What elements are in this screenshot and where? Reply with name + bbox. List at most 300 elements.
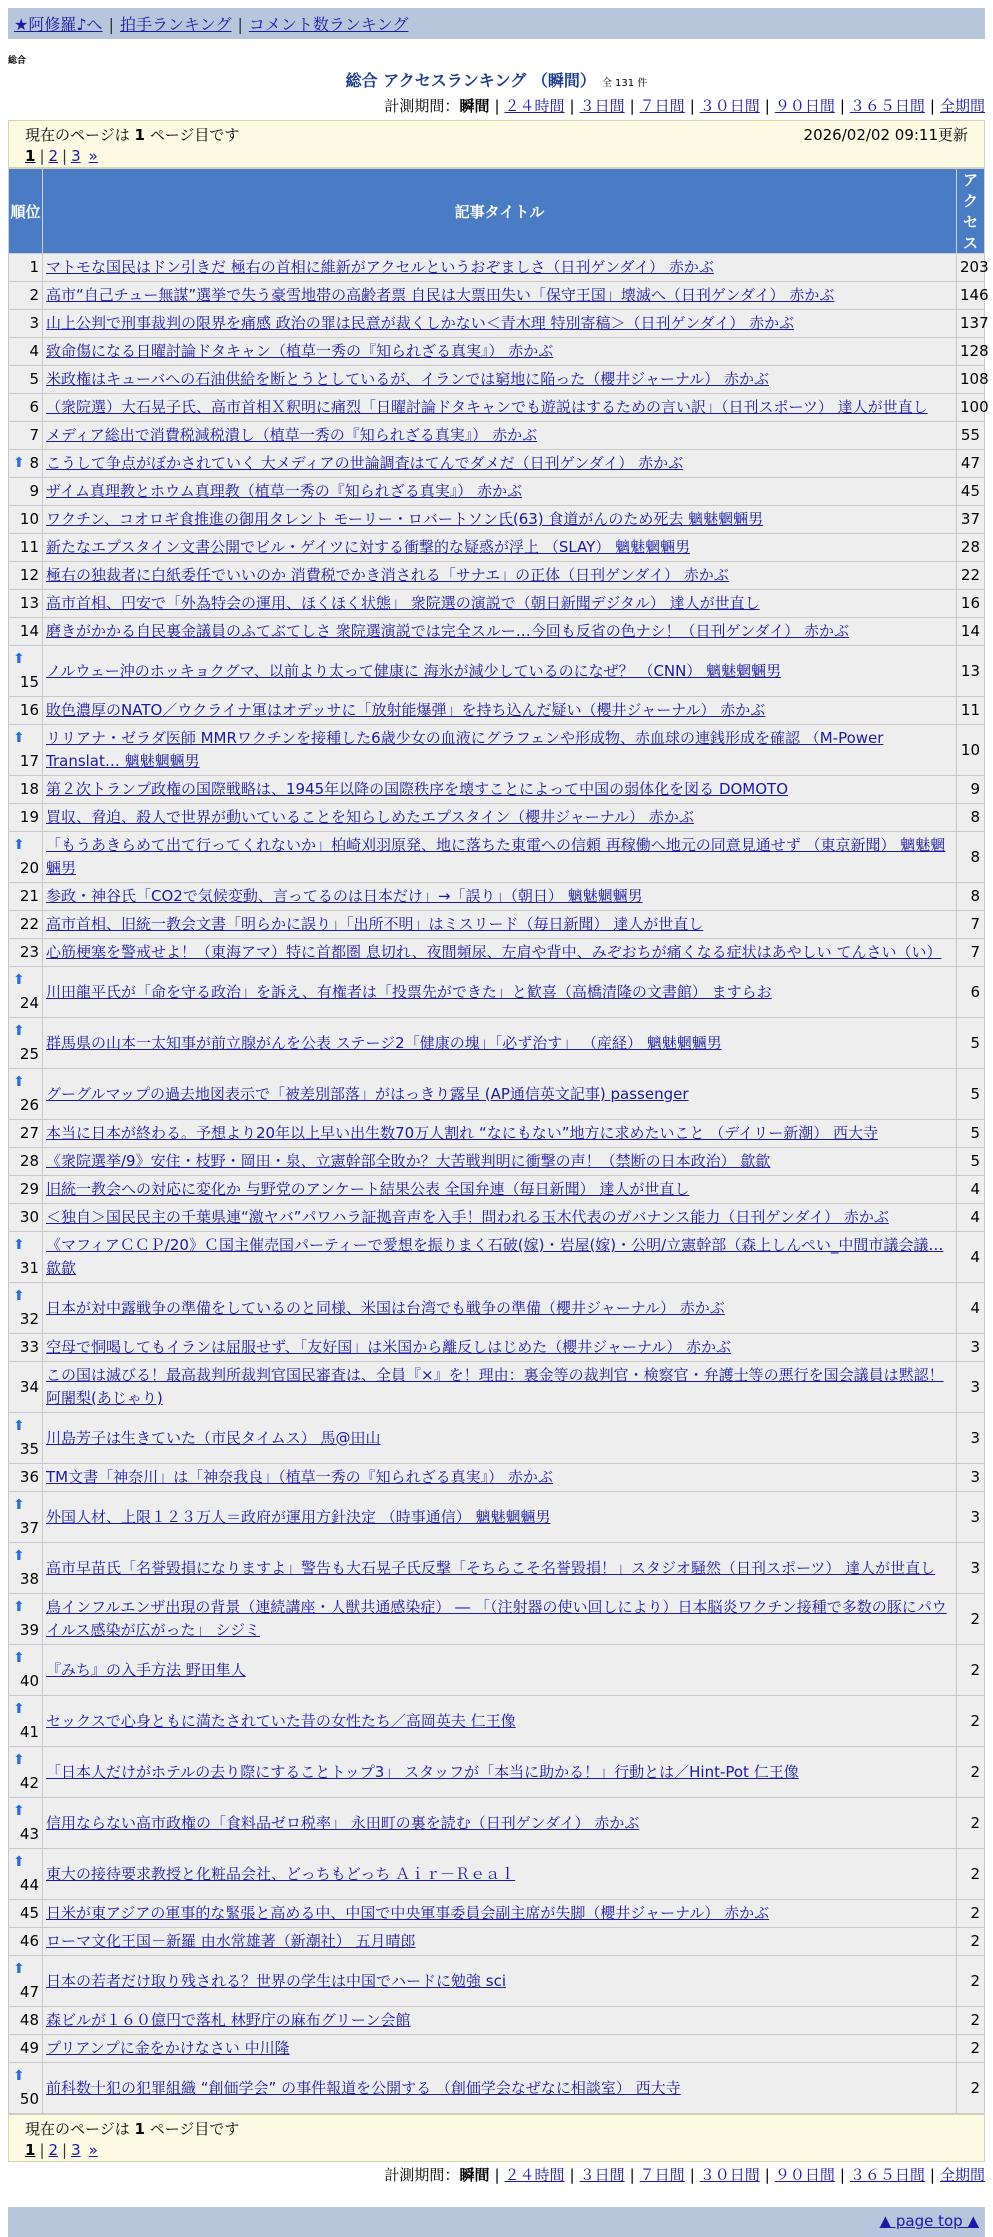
rank-number: 10 — [19, 510, 39, 528]
pager-top — [8, 120, 985, 168]
access-count: 2 — [957, 1594, 985, 1645]
title-cell — [43, 618, 957, 646]
rank-cell — [9, 450, 43, 478]
access-count: 3 — [957, 1362, 985, 1413]
access-count: 2 — [957, 1747, 985, 1798]
period-separator: | — [839, 2166, 845, 2184]
period-separator: | — [689, 97, 695, 115]
article-link[interactable]: プリアンプに金をかけなさい 中川隆 — [46, 2039, 290, 2057]
period-separator: | — [689, 2166, 695, 2184]
rank-number: 8 — [29, 454, 39, 472]
access-count: 8 — [957, 832, 985, 883]
title-cell — [43, 1232, 957, 1283]
article-link[interactable]: 日本が対中露戦争の準備をしているのと同様、米国は台湾でも戦争の準備（櫻井ジャーナル） 赤かぶ — [46, 1298, 725, 1317]
table-row — [9, 1594, 985, 1645]
rank-number: 27 — [19, 1124, 39, 1142]
rank-cell — [9, 1018, 43, 1069]
rank-cell — [9, 1413, 43, 1464]
rank-number: 32 — [19, 1310, 39, 1328]
title-cell — [43, 1956, 957, 2007]
article-link[interactable]: ワクチン、コオロギ食推進の御用タレント モーリー・ロバートソン氏(63) 食道がんのため死去 魑魅魍魎男 — [46, 510, 764, 528]
table-row — [9, 1798, 985, 1849]
article-link[interactable]: 新たなエプスタイン文書公開でビル・ゲイツに対する衝撃的な疑惑が浮上 （SLAY） 魑魅魍魎男 — [46, 538, 691, 556]
title-cell — [43, 2007, 957, 2035]
article-link[interactable]: こうして争点がぼかされていく 大メディアの世論調査はてんでダメだ（日刊ゲンダイ） 赤かぶ — [46, 454, 684, 472]
title-cell — [43, 1464, 957, 1492]
table-row — [9, 832, 985, 883]
rank-number: 12 — [19, 566, 39, 584]
page-top-link[interactable]: ▲ page top ▲ — [879, 2212, 979, 2230]
table-row — [9, 1204, 985, 1232]
title-cell — [43, 832, 957, 883]
title-cell — [43, 366, 957, 394]
period-link[interactable]: ２４時間 — [504, 2166, 565, 2184]
up-arrow-icon: ⬆ — [13, 837, 25, 853]
title-cell — [43, 254, 957, 282]
access-count: 8 — [957, 883, 985, 911]
access-count: 13 — [957, 646, 985, 697]
article-link[interactable]: ＜独自＞国民民主の千葉県連“激ヤバ”パワハラ証拠音声を入手！問われる玉木代表のガバナンス能力（日刊ゲンダイ） 赤かぶ — [46, 1208, 889, 1226]
title-cell — [43, 725, 957, 776]
period-link[interactable]: ９０日間 — [774, 2166, 835, 2184]
rank-cell — [9, 394, 43, 422]
access-count: 3 — [957, 1464, 985, 1492]
access-count: 47 — [957, 450, 985, 478]
rank-cell — [9, 1900, 43, 1928]
access-count: 2 — [957, 1696, 985, 1747]
rank-number: 37 — [19, 1519, 39, 1537]
period-separator: | — [629, 2166, 635, 2184]
rank-cell — [9, 1362, 43, 1413]
table-row — [9, 1334, 985, 1362]
article-link[interactable]: 外国人材、上限１２３万人＝政府が運用方針決定 （時事通信） 魑魅魍魎男 — [46, 1507, 551, 1526]
table-row — [9, 310, 985, 338]
up-arrow-icon: ⬆ — [13, 1961, 25, 1977]
article-link[interactable]: ノルウェー沖のホッキョクグマ、以前より太って健康に 海氷が減少しているのになぜ？ （CNN） 魑魅魍魎男 — [46, 661, 782, 680]
rank-number: 20 — [19, 859, 39, 877]
up-arrow-icon: ⬆ — [13, 972, 25, 988]
period-link[interactable]: 全期間 — [939, 97, 985, 115]
period-separator: | — [569, 2166, 575, 2184]
article-link[interactable]: 《衆院選挙/9》安住・枝野・岡田・泉、立憲幹部全敗か？大苦戦判明に衝撃の声！（禁断の日本政治） 歙歙 — [46, 1152, 771, 1170]
rank-cell — [9, 338, 43, 366]
up-arrow-icon: ⬆ — [13, 1023, 25, 1039]
title-cell — [43, 562, 957, 590]
access-count: 3 — [957, 1492, 985, 1543]
article-link[interactable]: この国は滅びる！最高裁判所裁判官国民審査は、全員『×』を！理由：裏金等の裁判官・検察官・弁護士等の悪行を国会議員は黙認！ 阿闍梨(あじゃり) — [46, 1366, 944, 1407]
rank-number: 23 — [19, 943, 39, 961]
page-separator: | — [39, 2141, 45, 2159]
access-count: 45 — [957, 478, 985, 506]
article-link[interactable]: 本当に日本が終わる。予想より20年以上早い出生数70万人割れ “なにもない”地方に求めたいこと （デイリー新潮） 西大寺 — [46, 1124, 878, 1142]
rank-cell — [9, 282, 43, 310]
table-row — [9, 1956, 985, 2007]
table-row — [9, 1645, 985, 1696]
page-current: 1 — [25, 147, 36, 165]
rank-cell — [9, 1283, 43, 1334]
rank-number: 4 — [29, 342, 39, 360]
article-link[interactable]: （衆院選）大石晃子氏、高市首相Ｘ釈明に痛烈「日曜討論ドタキャンでも遊説はするための言い訳」（日刊スポーツ） 達人が世直し — [46, 398, 928, 416]
rank-number: 29 — [19, 1180, 39, 1198]
article-link[interactable]: 参政・神谷氏「CO2で気候変動、言ってるのは日本だけ」→「誤り」（朝日） 魑魅魍魎男 — [46, 887, 643, 905]
access-count: 137 — [957, 310, 985, 338]
article-link[interactable]: リリアナ・ゼラダ医師 MMRワクチンを接種した6歳少女の血液にグラフェンや形成物、赤血球の連銭形成を確認 （M-Power Translat… 魑魅魍魎男 — [46, 729, 884, 770]
article-link[interactable]: 高市首相、円安で「外為特会の運用、ほくほく状態」 衆院選の演説で（朝日新聞デジタル） 達人が世直し — [46, 594, 760, 612]
rank-number: 41 — [19, 1723, 39, 1741]
rank-cell — [9, 697, 43, 725]
nav-separator: | — [237, 15, 243, 34]
rank-cell — [9, 911, 43, 939]
article-link[interactable]: 前科数十犯の犯罪組織 “創価学会” の事件報道を公開する （創価学会なぜなに相談室） 西大寺 — [46, 2078, 681, 2097]
article-link[interactable]: マトモな国民はドン引きだ 極右の首相に維新がアクセルというおぞましさ（日刊ゲンダイ） 赤かぶ — [46, 258, 714, 276]
nav-separator: | — [108, 15, 114, 34]
title-cell — [43, 282, 957, 310]
title-cell — [43, 697, 957, 725]
rank-cell — [9, 776, 43, 804]
rank-cell — [9, 1849, 43, 1900]
title-cell — [43, 1283, 957, 1334]
rank-cell — [9, 725, 43, 776]
title-cell — [43, 310, 957, 338]
up-arrow-icon: ⬆ — [13, 1650, 25, 1666]
article-link[interactable]: 川田龍平氏が「命を守る政治」を訴え、有権者は「投票先ができた」と歓喜（高橋清隆の文書館） ますらお — [46, 982, 772, 1001]
rank-number: 30 — [19, 1208, 39, 1226]
article-link[interactable]: ザイム真理教とホウム真理教（植草一秀の『知られざる真実』） 赤かぶ — [46, 482, 523, 500]
table-row — [9, 697, 985, 725]
rank-cell — [9, 366, 43, 394]
rank-cell — [9, 590, 43, 618]
period-link[interactable]: ９０日間 — [774, 97, 835, 115]
rank-cell — [9, 1069, 43, 1120]
article-link[interactable]: 高市首相、旧統一教会文書「明らかに誤り」「出所不明」はミスリード（毎日新聞） 達人が世直し — [46, 915, 704, 933]
article-link[interactable]: 高市早苗氏「名誉毀損になりますよ」警告も大石晃子氏反撃「そちらこそ名誉毀損！」スタジオ騒然（日刊スポーツ） 達人が世直し — [46, 1558, 936, 1577]
next-page-link[interactable]: » — [88, 147, 98, 165]
rank-number: 26 — [19, 1096, 39, 1114]
access-count: 9 — [957, 776, 985, 804]
rank-cell — [9, 2063, 43, 2114]
title-cell — [43, 1928, 957, 1956]
rank-number: 36 — [19, 1468, 39, 1486]
rank-number: 43 — [19, 1825, 39, 1843]
table-row — [9, 967, 985, 1018]
table-row — [9, 2063, 985, 2114]
page-title — [8, 68, 985, 91]
period-link[interactable]: ７日間 — [639, 2166, 685, 2184]
article-link[interactable]: 森ビルが１６０億円で落札 林野庁の麻布グリーン会館 — [46, 2011, 411, 2029]
table-row — [9, 1362, 985, 1413]
article-link[interactable]: TM文書「神奈川」は「神奈我良」（植草一秀の『知られざる真実』） 赤かぶ — [46, 1468, 553, 1486]
title-cell — [43, 1594, 957, 1645]
table-row — [9, 725, 985, 776]
title-cell — [43, 1413, 957, 1464]
rank-number: 14 — [19, 622, 39, 640]
rank-number: 15 — [19, 673, 39, 691]
article-link[interactable]: セックスで心身ともに満たされていた昔の女性たち／高岡英夫 仁王像 — [46, 1711, 516, 1730]
up-arrow-icon: ⬆ — [13, 2068, 25, 2084]
table-row — [9, 534, 985, 562]
article-link[interactable]: 敗色濃厚のNATO／ウクライナ軍はオデッサに「放射能爆弾」を持ち込んだ疑い（櫻井ジャーナル） 赤かぶ — [46, 701, 766, 719]
up-arrow-icon: ⬆ — [13, 730, 25, 746]
rank-cell — [9, 939, 43, 967]
rank-number: 6 — [29, 398, 39, 416]
title-cell — [43, 1334, 957, 1362]
rank-number: 13 — [19, 594, 39, 612]
title-cell — [43, 2063, 957, 2114]
rank-number: 2 — [29, 286, 39, 304]
access-count: 14 — [957, 618, 985, 646]
article-link[interactable]: 旧統一教会への対応に変化か 与野党のアンケート結果公表 全国弁連（毎日新聞） 達人が世直し — [46, 1180, 690, 1198]
period-link[interactable]: ３日間 — [579, 2166, 625, 2184]
article-link[interactable]: 鳥インフルエンザ出現の背景（連続講座・人獣共通感染症） ― 「（注射器の使い回しにより）日本脳炎ワクチン接種で多数の豚にパウイルス感染が広がった」 シジミ — [46, 1598, 947, 1639]
rank-cell — [9, 1645, 43, 1696]
title-cell — [43, 1492, 957, 1543]
table-row — [9, 1283, 985, 1334]
period-separator: | — [629, 97, 635, 115]
article-link[interactable]: 心筋梗塞を警戒せよ！（東海アマ）特に首都圏 息切れ、夜間頻尿、左肩や背中、みぞおちが痛くなる症状はあやしい てんさい（い） — [46, 943, 942, 961]
rank-cell — [9, 618, 43, 646]
up-arrow-icon: ⬆ — [13, 455, 25, 471]
access-count: 5 — [957, 1069, 985, 1120]
header-access: アクセス — [957, 169, 985, 254]
table-row — [9, 883, 985, 911]
article-link[interactable]: 磨きがかかる自民裏金議員のふてぶてしさ 衆院選演説では完全スルー…今回も反省の色ナシ！（日刊ゲンダイ） 赤かぶ — [46, 622, 850, 640]
page-separator: | — [62, 2141, 68, 2159]
period-selector-bottom — [8, 2164, 985, 2185]
title-cell — [43, 967, 957, 1018]
table-row — [9, 911, 985, 939]
access-count: 2 — [957, 2035, 985, 2063]
current-page-text: 現在のページは 1 ページ目です — [25, 126, 240, 144]
title-cell — [43, 1176, 957, 1204]
access-count: 128 — [957, 338, 985, 366]
article-link[interactable]: メディア総出で消費税減税潰し（植草一秀の『知られざる真実』） 赤かぶ — [46, 426, 538, 444]
rank-number: 11 — [19, 538, 39, 556]
article-link[interactable]: 第２次トランプ政権の国際戦略は、1945年以降の国際秩序を壊すことによって中国の弱体化を図る DOMOTO — [46, 780, 789, 798]
access-count: 108 — [957, 366, 985, 394]
article-link[interactable]: グーグルマップの過去地図表示で「被差別部落」がはっきり露呈 (AP通信英文記事) passenger — [46, 1084, 689, 1103]
title-cell — [43, 1148, 957, 1176]
table-row — [9, 1232, 985, 1283]
rank-cell — [9, 534, 43, 562]
title-cell — [43, 450, 957, 478]
title-cell — [43, 590, 957, 618]
title-cell — [43, 1069, 957, 1120]
rank-cell — [9, 1956, 43, 2007]
page-current: 1 — [25, 2141, 36, 2159]
access-count: 37 — [957, 506, 985, 534]
access-count: 5 — [957, 1018, 985, 1069]
up-arrow-icon: ⬆ — [13, 1599, 25, 1615]
access-count: 8 — [957, 804, 985, 832]
access-count: 11 — [957, 697, 985, 725]
rank-number: 31 — [19, 1259, 39, 1277]
page-title-text: 総合 アクセスランキング （瞬間） — [345, 71, 596, 90]
title-cell — [43, 2035, 957, 2063]
period-link[interactable]: ３日間 — [579, 97, 625, 115]
article-link[interactable]: 米政権はキューバへの石油供給を断とうとしているが、イランでは窮地に陥った（櫻井ジャーナル） 赤かぶ — [46, 370, 769, 388]
table-row — [9, 254, 985, 282]
access-count: 6 — [957, 967, 985, 1018]
access-count: 7 — [957, 911, 985, 939]
rank-number: 22 — [19, 915, 39, 933]
claps-ranking-link[interactable]: 拍手ランキング — [119, 15, 232, 34]
table-row — [9, 618, 985, 646]
access-count: 5 — [957, 1120, 985, 1148]
access-count: 203 — [957, 254, 985, 282]
period-separator: | — [764, 2166, 770, 2184]
rank-number: 25 — [19, 1045, 39, 1063]
rank-cell — [9, 832, 43, 883]
table-row — [9, 450, 985, 478]
table-row — [9, 1849, 985, 1900]
comments-ranking-link[interactable]: コメント数ランキング — [248, 15, 409, 34]
table-row — [9, 1176, 985, 1204]
article-link[interactable]: 「日本人だけがホテルの去り際にすることトップ3」 スタッフが「本当に助かる！」行動とは／Hint-Pot 仁王像 — [46, 1762, 799, 1781]
rank-number: 38 — [19, 1570, 39, 1588]
period-separator: | — [929, 2166, 935, 2184]
rank-cell — [9, 1334, 43, 1362]
title-cell — [43, 776, 957, 804]
article-link[interactable]: 山上公判で刑事裁判の限界を痛感 政治の罪は民意が裁くしかない＜青木理 特別寄稿＞（日刊ゲンダイ） 赤かぶ — [46, 314, 795, 332]
header-rank: 順位 — [9, 169, 43, 254]
home-link[interactable]: ★阿修羅♪へ — [14, 15, 103, 34]
access-count: 10 — [957, 725, 985, 776]
article-link[interactable]: 「もうあきらめて出て行ってくれないか」柏崎刈羽原発、地に落ちた東電への信頼 再稼働へ地元の同意見通せず （東京新聞） 魑魅魍魎男 — [46, 836, 946, 877]
period-link[interactable]: 全期間 — [939, 2166, 985, 2184]
title-cell — [43, 1018, 957, 1069]
period-link[interactable]: ３０日間 — [699, 97, 760, 115]
article-link[interactable]: 川島芳子は生きていた（市民タイムス） 馬@田山 — [46, 1428, 381, 1447]
title-cell — [43, 1204, 957, 1232]
up-arrow-icon: ⬆ — [13, 1548, 25, 1564]
period-link[interactable]: ３６５日間 — [849, 2166, 925, 2184]
rank-number: 17 — [19, 752, 39, 770]
table-row — [9, 422, 985, 450]
period-link[interactable]: ２４時間 — [504, 97, 565, 115]
title-cell — [43, 1900, 957, 1928]
rank-number: 5 — [29, 370, 39, 388]
rank-cell — [9, 478, 43, 506]
title-cell — [43, 338, 957, 366]
rank-number: 46 — [19, 1932, 39, 1950]
up-arrow-icon: ⬆ — [13, 1237, 25, 1253]
article-link[interactable]: 高市“自己チュー無謀”選挙で失う豪雪地帯の高齢者票 自民は大票田失い「保守王国」壊滅へ（日刊ゲンダイ） 赤かぶ — [46, 286, 835, 304]
rank-cell — [9, 1543, 43, 1594]
up-arrow-icon: ⬆ — [13, 1803, 25, 1819]
period-separator: | — [569, 97, 575, 115]
access-count: 7 — [957, 939, 985, 967]
article-link[interactable]: 群馬県の山本一太知事が前立腺がんを公表 ステージ2「健康の塊」「必ず治す」 （産経） 魑魅魍魎男 — [46, 1033, 722, 1052]
ranking-table — [8, 168, 989, 2114]
access-count: 2 — [957, 2063, 985, 2114]
table-row — [9, 394, 985, 422]
rank-cell — [9, 2007, 43, 2035]
article-link[interactable]: 東大の接待要求教授と化粧品会社、どっちもどっち Ａｉｒ－Ｒｅａｌ — [46, 1864, 516, 1883]
table-row — [9, 1018, 985, 1069]
rank-number: 18 — [19, 780, 39, 798]
title-cell — [43, 1849, 957, 1900]
up-arrow-icon: ⬆ — [13, 651, 25, 667]
rank-cell — [9, 1176, 43, 1204]
up-arrow-icon: ⬆ — [13, 1701, 25, 1717]
up-arrow-icon: ⬆ — [13, 1418, 25, 1434]
article-link[interactable]: 信用ならない高市政権の「食料品ゼロ税率」 永田町の裏を読む（日刊ゲンダイ） 赤かぶ — [46, 1813, 640, 1832]
access-count: 28 — [957, 534, 985, 562]
rank-number: 49 — [19, 2039, 39, 2057]
title-cell — [43, 394, 957, 422]
period-link[interactable]: ７日間 — [639, 97, 685, 115]
article-link[interactable]: 日本の若者だけ取り残される？世界の学生は中国でハードに勉強 sci — [46, 1971, 507, 1990]
table-row — [9, 2007, 985, 2035]
rank-cell — [9, 2035, 43, 2063]
rank-number: 24 — [19, 994, 39, 1012]
access-count: 146 — [957, 282, 985, 310]
rank-number: 39 — [19, 1621, 39, 1639]
rank-number: 34 — [19, 1377, 39, 1396]
period-separator: | — [494, 2166, 500, 2184]
rank-cell — [9, 1928, 43, 1956]
rank-cell — [9, 804, 43, 832]
period-link[interactable]: ３０日間 — [699, 2166, 760, 2184]
header-title: 記事タイトル — [43, 169, 957, 254]
access-count: 2 — [957, 1798, 985, 1849]
article-link[interactable]: 日米が東アジアの軍事的な緊張と高める中、中国で中央軍事委員会副主席が失脚（櫻井ジャーナル） 赤かぶ — [46, 1904, 770, 1922]
article-link[interactable]: 『みち』の入手方法 野田隼人 — [46, 1660, 246, 1679]
table-row — [9, 1120, 985, 1148]
period-link[interactable]: ３６５日間 — [849, 97, 925, 115]
rank-cell — [9, 1232, 43, 1283]
rank-cell — [9, 310, 43, 338]
rank-number: 44 — [19, 1876, 39, 1894]
next-page-link[interactable]: » — [88, 2141, 98, 2159]
article-link[interactable]: 《マフィアＣＣＰ/20》Ｃ国主催売国パーティーで愛想を振りまく石破(嫁)・岩屋(嫁)・公明/立憲幹部（森上しんぺい_中間市議会議… 歙歙 — [46, 1236, 944, 1277]
page-link[interactable]: 3 — [71, 2141, 81, 2159]
access-count: 3 — [957, 1334, 985, 1362]
rank-cell — [9, 1148, 43, 1176]
page-link[interactable]: 2 — [48, 147, 59, 165]
title-cell — [43, 1120, 957, 1148]
period-current: 瞬間 — [459, 97, 490, 115]
table-row — [9, 590, 985, 618]
access-count: 4 — [957, 1204, 985, 1232]
table-row — [9, 1928, 985, 1956]
title-cell — [43, 506, 957, 534]
title-cell — [43, 1696, 957, 1747]
category-tag: 総合 — [8, 56, 27, 66]
article-link[interactable]: 買収、脅迫、殺人で世界が動いていることを知らしめたエプスタイン（櫻井ジャーナル） 赤かぶ — [46, 808, 694, 826]
access-count: 4 — [957, 1176, 985, 1204]
title-cell — [43, 939, 957, 967]
page-link[interactable]: 3 — [71, 147, 81, 165]
title-cell — [43, 911, 957, 939]
access-count: 2 — [957, 1849, 985, 1900]
article-link[interactable]: 空母で恫喝してもイランは屈服せず、「友好国」は米国から離反しはじめた（櫻井ジャーナル） 赤かぶ — [46, 1338, 732, 1356]
page-link[interactable]: 2 — [48, 2141, 59, 2159]
rank-number: 47 — [19, 1983, 39, 2001]
table-row — [9, 776, 985, 804]
article-link[interactable]: ローマ文化王国－新羅 由水常雄著（新潮社） 五月晴郎 — [46, 1932, 416, 1950]
article-link[interactable]: 致命傷になる日曜討論ドタキャン（植草一秀の『知られざる真実』） 赤かぶ — [46, 342, 554, 360]
access-count: 2 — [957, 1928, 985, 1956]
rank-cell — [9, 646, 43, 697]
rank-number: 50 — [19, 2090, 39, 2108]
page-links — [25, 2141, 968, 2159]
access-count: 2 — [957, 2007, 985, 2035]
rank-cell — [9, 422, 43, 450]
rank-cell — [9, 883, 43, 911]
article-link[interactable]: 極右の独裁者に白紙委任でいいのか 消費税でかき消される「サナエ」の正体（日刊ゲンダイ） 赤かぶ — [46, 566, 729, 584]
rank-cell — [9, 562, 43, 590]
